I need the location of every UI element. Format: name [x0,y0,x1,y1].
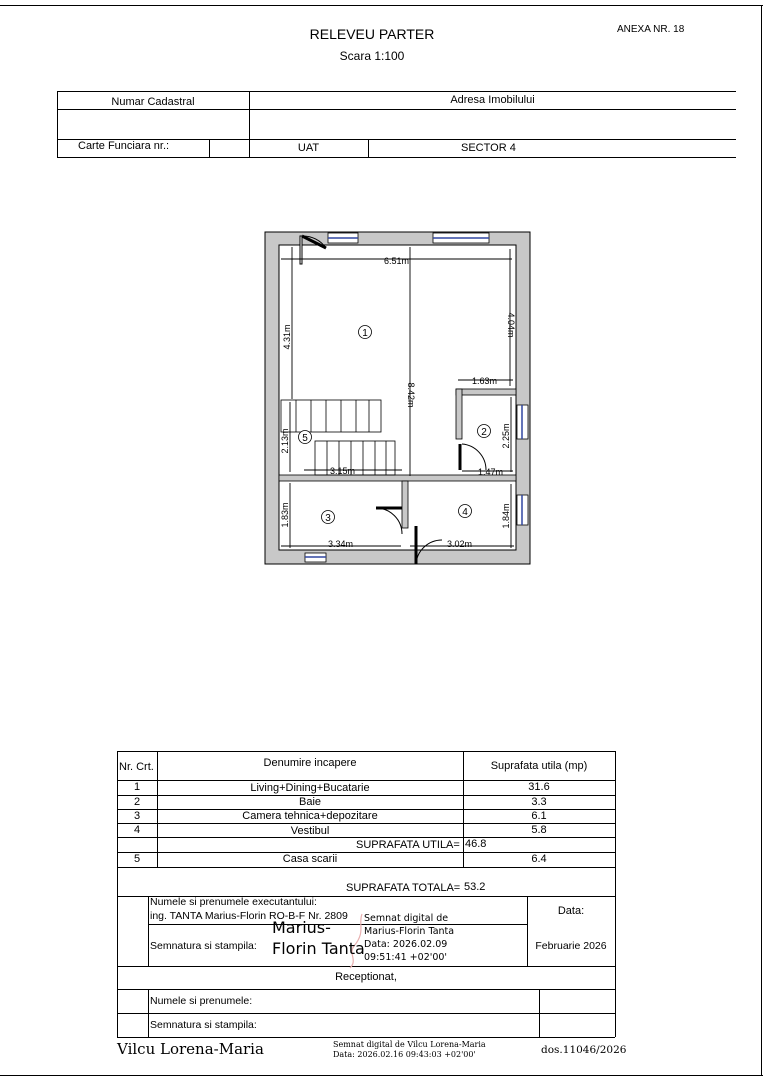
signature-label-2: Semnatura si stampila: [150,1019,257,1031]
name-label: Numele si prenumele: [150,995,253,1007]
row-nr: 3 [133,810,141,822]
annex-label: ANEXA NR. 18 [617,24,685,35]
row-name: Camera tehnica+depozitare [242,810,378,822]
row-name: Vestibul [290,825,330,837]
executant-name: ing. TANTA Marius-Florin RO-B-F Nr. 2809 [150,910,348,922]
row-area: 6.1 [531,810,547,822]
dim-8: 2.25m [501,423,511,449]
col-name-header: Denumire incapere [263,757,357,769]
signer-name: Vilcu Lorena-Maria [117,1040,264,1058]
dos-number: dos.11046/2026 [541,1044,627,1056]
col-nr-header: Nr. Crt. [119,761,154,773]
row-area: 5.8 [531,824,547,836]
row-nr: 1 [133,781,141,793]
total-area-value: 53.2 [464,881,486,893]
room-label-4: 4 [462,507,468,518]
col-area-header: Suprafata utila (mp) [490,760,588,772]
dim-4: 8.42m [406,382,416,408]
row-nr: 2 [133,796,141,808]
row-nr: 5 [133,853,141,865]
room-label-5: 5 [302,433,308,444]
date-label: Data: [557,905,585,917]
plan-dimension-lines [281,247,514,548]
total-area-label: SUPRAFATA TOTALA= [346,882,461,894]
row-name: Baie [298,796,322,808]
row-name: Casa scarii [282,853,338,865]
date-value: Februarie 2026 [535,940,607,952]
useful-area-value: 46.8 [465,838,487,850]
row-area: 31.6 [528,781,550,793]
dim-3: 4.04m [506,312,516,338]
sig-info-line4: 09:51:41 +02'00' [364,952,448,963]
row-area: 3.3 [531,796,547,808]
signed-line-2: Data: 2026.02.16 09:43:03 +02'00' [333,1050,476,1059]
dim-5: 1.63m [472,376,498,386]
uat-value: SECTOR 4 [461,142,516,154]
plan-stairs [281,400,395,475]
dim-2: 4.31m [282,324,292,350]
room-label-1: 1 [362,328,368,339]
dim-10: 1.83m [280,502,290,528]
useful-area-label: SUPRAFATA UTILA= [356,839,460,851]
signed-line-1: Semnat digital de Vilcu Lorena-Maria [333,1040,486,1049]
cadastral-label: Numar Cadastral [111,96,195,108]
sig-info-line1: Semnat digital de [364,913,449,924]
row-nr: 4 [133,824,141,836]
scale-label: Scara 1:100 [339,49,405,63]
dim-11: 3.34m [328,539,354,549]
received-label: Receptionat, [335,971,397,983]
cf-label: Carte Funciara nr.: [78,140,170,152]
room-label-3: 3 [325,513,331,524]
uat-label: UAT [297,142,320,154]
executant-label: Numele si prenumele executantului: [150,896,317,908]
plan-walls [265,232,530,564]
row-area: 6.4 [531,853,547,865]
signature-label: Semnatura si stampila: [150,940,257,952]
sig-name-line1: Marius- [272,918,331,937]
dim-7: 3.15m [330,466,356,476]
page-bottom-border [0,1075,763,1076]
sig-name-line2: Florin Tanta [272,939,365,958]
room-label-2: 2 [481,427,487,438]
sig-info-line3: Data: 2026.02.09 [364,939,448,950]
dim-9: 1.47m [478,467,504,477]
dim-6: 2.13m [280,428,290,454]
address-label: Adresa Imobilului [450,94,535,106]
page-title: RELEVEU PARTER [309,26,435,42]
row-name: Living+Dining+Bucatarie [250,782,370,794]
dim-13: 1.84m [501,503,511,529]
sig-info-line2: Marius-Florin Tanta [364,926,455,937]
dim-12: 3.02m [447,539,473,549]
dim-1: 6.51m [384,256,410,266]
